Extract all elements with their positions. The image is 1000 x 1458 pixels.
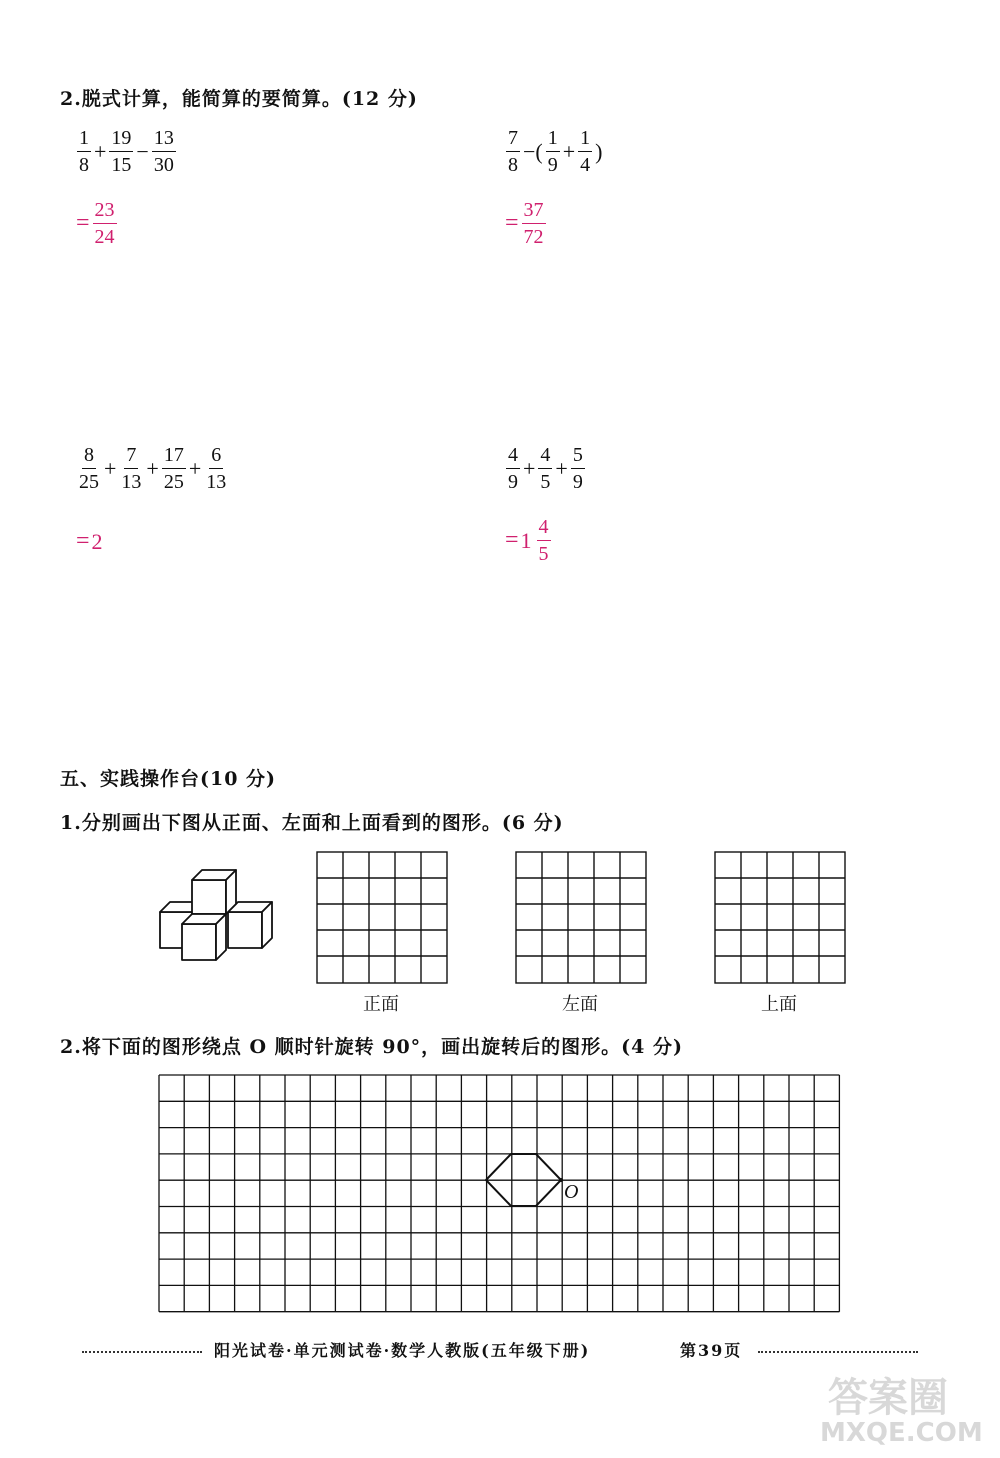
front-view-grid[interactable]: [316, 851, 448, 985]
problem-4-answer: [505, 515, 552, 566]
answer-fraction: [522, 198, 546, 249]
denominator: 25: [79, 471, 99, 493]
denominator: 15: [111, 154, 132, 176]
fraction: [162, 443, 186, 494]
operator: +: [146, 455, 159, 481]
left-view-label: 左面: [562, 994, 598, 1015]
problem-1-answer: [76, 198, 118, 249]
watermark-url: MXQE.COM: [820, 1418, 983, 1448]
rotation-point: [559, 1178, 563, 1182]
numerator: 23: [93, 198, 117, 224]
denominator: 9: [547, 154, 558, 176]
answer-fraction: [537, 515, 551, 566]
fraction: [204, 443, 228, 494]
operator: +: [555, 455, 568, 481]
problem-4-expression: [505, 443, 586, 494]
question-2-title: 2.脱式计算，能简算的要简算。(12 分): [60, 88, 418, 110]
denominator: 5: [540, 471, 551, 493]
top-view-grid[interactable]: [714, 851, 846, 985]
fraction: [538, 443, 552, 494]
left-view-grid[interactable]: [515, 851, 647, 985]
numerator: 13: [152, 126, 176, 152]
problem-2-answer: [505, 198, 547, 249]
section-5-heading: 五、实践操作台(10 分): [60, 768, 277, 790]
fraction: [109, 126, 133, 177]
problem-2-expression: [505, 126, 604, 177]
answer-fraction: [93, 198, 117, 249]
denominator: 30: [153, 154, 174, 176]
denominator: 13: [121, 471, 142, 493]
denominator: 8: [508, 154, 518, 176]
top-view-label: 上面: [761, 994, 797, 1015]
footer-dotted-line-right: [758, 1351, 918, 1353]
equals-sign: =: [505, 527, 519, 553]
problem-3-expression: [76, 443, 229, 494]
denominator: 8: [79, 154, 89, 176]
numerator: 17: [162, 443, 186, 469]
denominator: 13: [206, 471, 227, 493]
equals-sign: =: [76, 528, 90, 554]
watermark-logo: 答案圈: [828, 1375, 948, 1421]
equals-sign: =: [76, 210, 90, 236]
answer-value: 2: [91, 528, 103, 554]
numerator: 1: [578, 126, 592, 152]
section-5-question-1-title: 1.分别画出下图从正面、左面和上面看到的图形。(6 分): [60, 812, 564, 834]
section-5-question-2-title: 2.将下面的图形绕点 O 顺时针旋转 90°，画出旋转后的图形。(4 分): [60, 1036, 683, 1058]
fraction: [578, 126, 592, 177]
page-number: 第39页: [680, 1341, 743, 1360]
numerator: 5: [571, 443, 585, 469]
numerator: 4: [537, 515, 551, 541]
fraction: [77, 126, 91, 177]
operator: −: [136, 138, 149, 164]
equals-sign: =: [505, 210, 519, 236]
fraction: [77, 443, 101, 494]
denominator: 4: [580, 154, 591, 176]
numerator: 37: [522, 198, 546, 224]
operator: +: [94, 138, 107, 164]
denominator: 5: [538, 543, 549, 565]
footer-dotted-line-left: [82, 1351, 202, 1353]
denominator: 24: [94, 226, 115, 248]
fraction: [546, 126, 560, 177]
point-o-label: O: [564, 1181, 579, 1203]
fraction: [506, 126, 520, 177]
fraction: [506, 443, 520, 494]
rotation-grid[interactable]: [158, 1074, 842, 1314]
numerator: 8: [82, 443, 96, 469]
fraction: [571, 443, 585, 494]
operator: +: [104, 455, 117, 481]
operator: −(: [523, 138, 543, 164]
cube-stack-figure: [150, 862, 280, 967]
numerator: 6: [209, 443, 223, 469]
problem-3-answer: [76, 528, 103, 555]
fraction: [152, 126, 176, 177]
numerator: 19: [109, 126, 133, 152]
numerator: 1: [546, 126, 560, 152]
denominator: 9: [572, 471, 583, 493]
operator: +: [188, 455, 202, 481]
denominator: 25: [163, 471, 184, 493]
fraction: [119, 443, 143, 494]
numerator: 1: [77, 126, 91, 152]
problem-1-expression: [76, 126, 177, 177]
operator: ): [595, 138, 603, 164]
operator: +: [562, 138, 576, 164]
denominator: 72: [523, 226, 544, 248]
footer-title: 阳光试卷·单元测试卷·数学人教版(五年级下册): [214, 1341, 591, 1360]
answer-whole-part: 1: [520, 527, 532, 553]
numerator: 4: [538, 443, 552, 469]
front-view-label: 正面: [363, 994, 399, 1015]
numerator: 7: [124, 443, 138, 469]
numerator: 4: [506, 443, 520, 469]
numerator: 7: [506, 126, 520, 152]
denominator: 9: [508, 471, 518, 493]
operator: +: [523, 455, 536, 481]
